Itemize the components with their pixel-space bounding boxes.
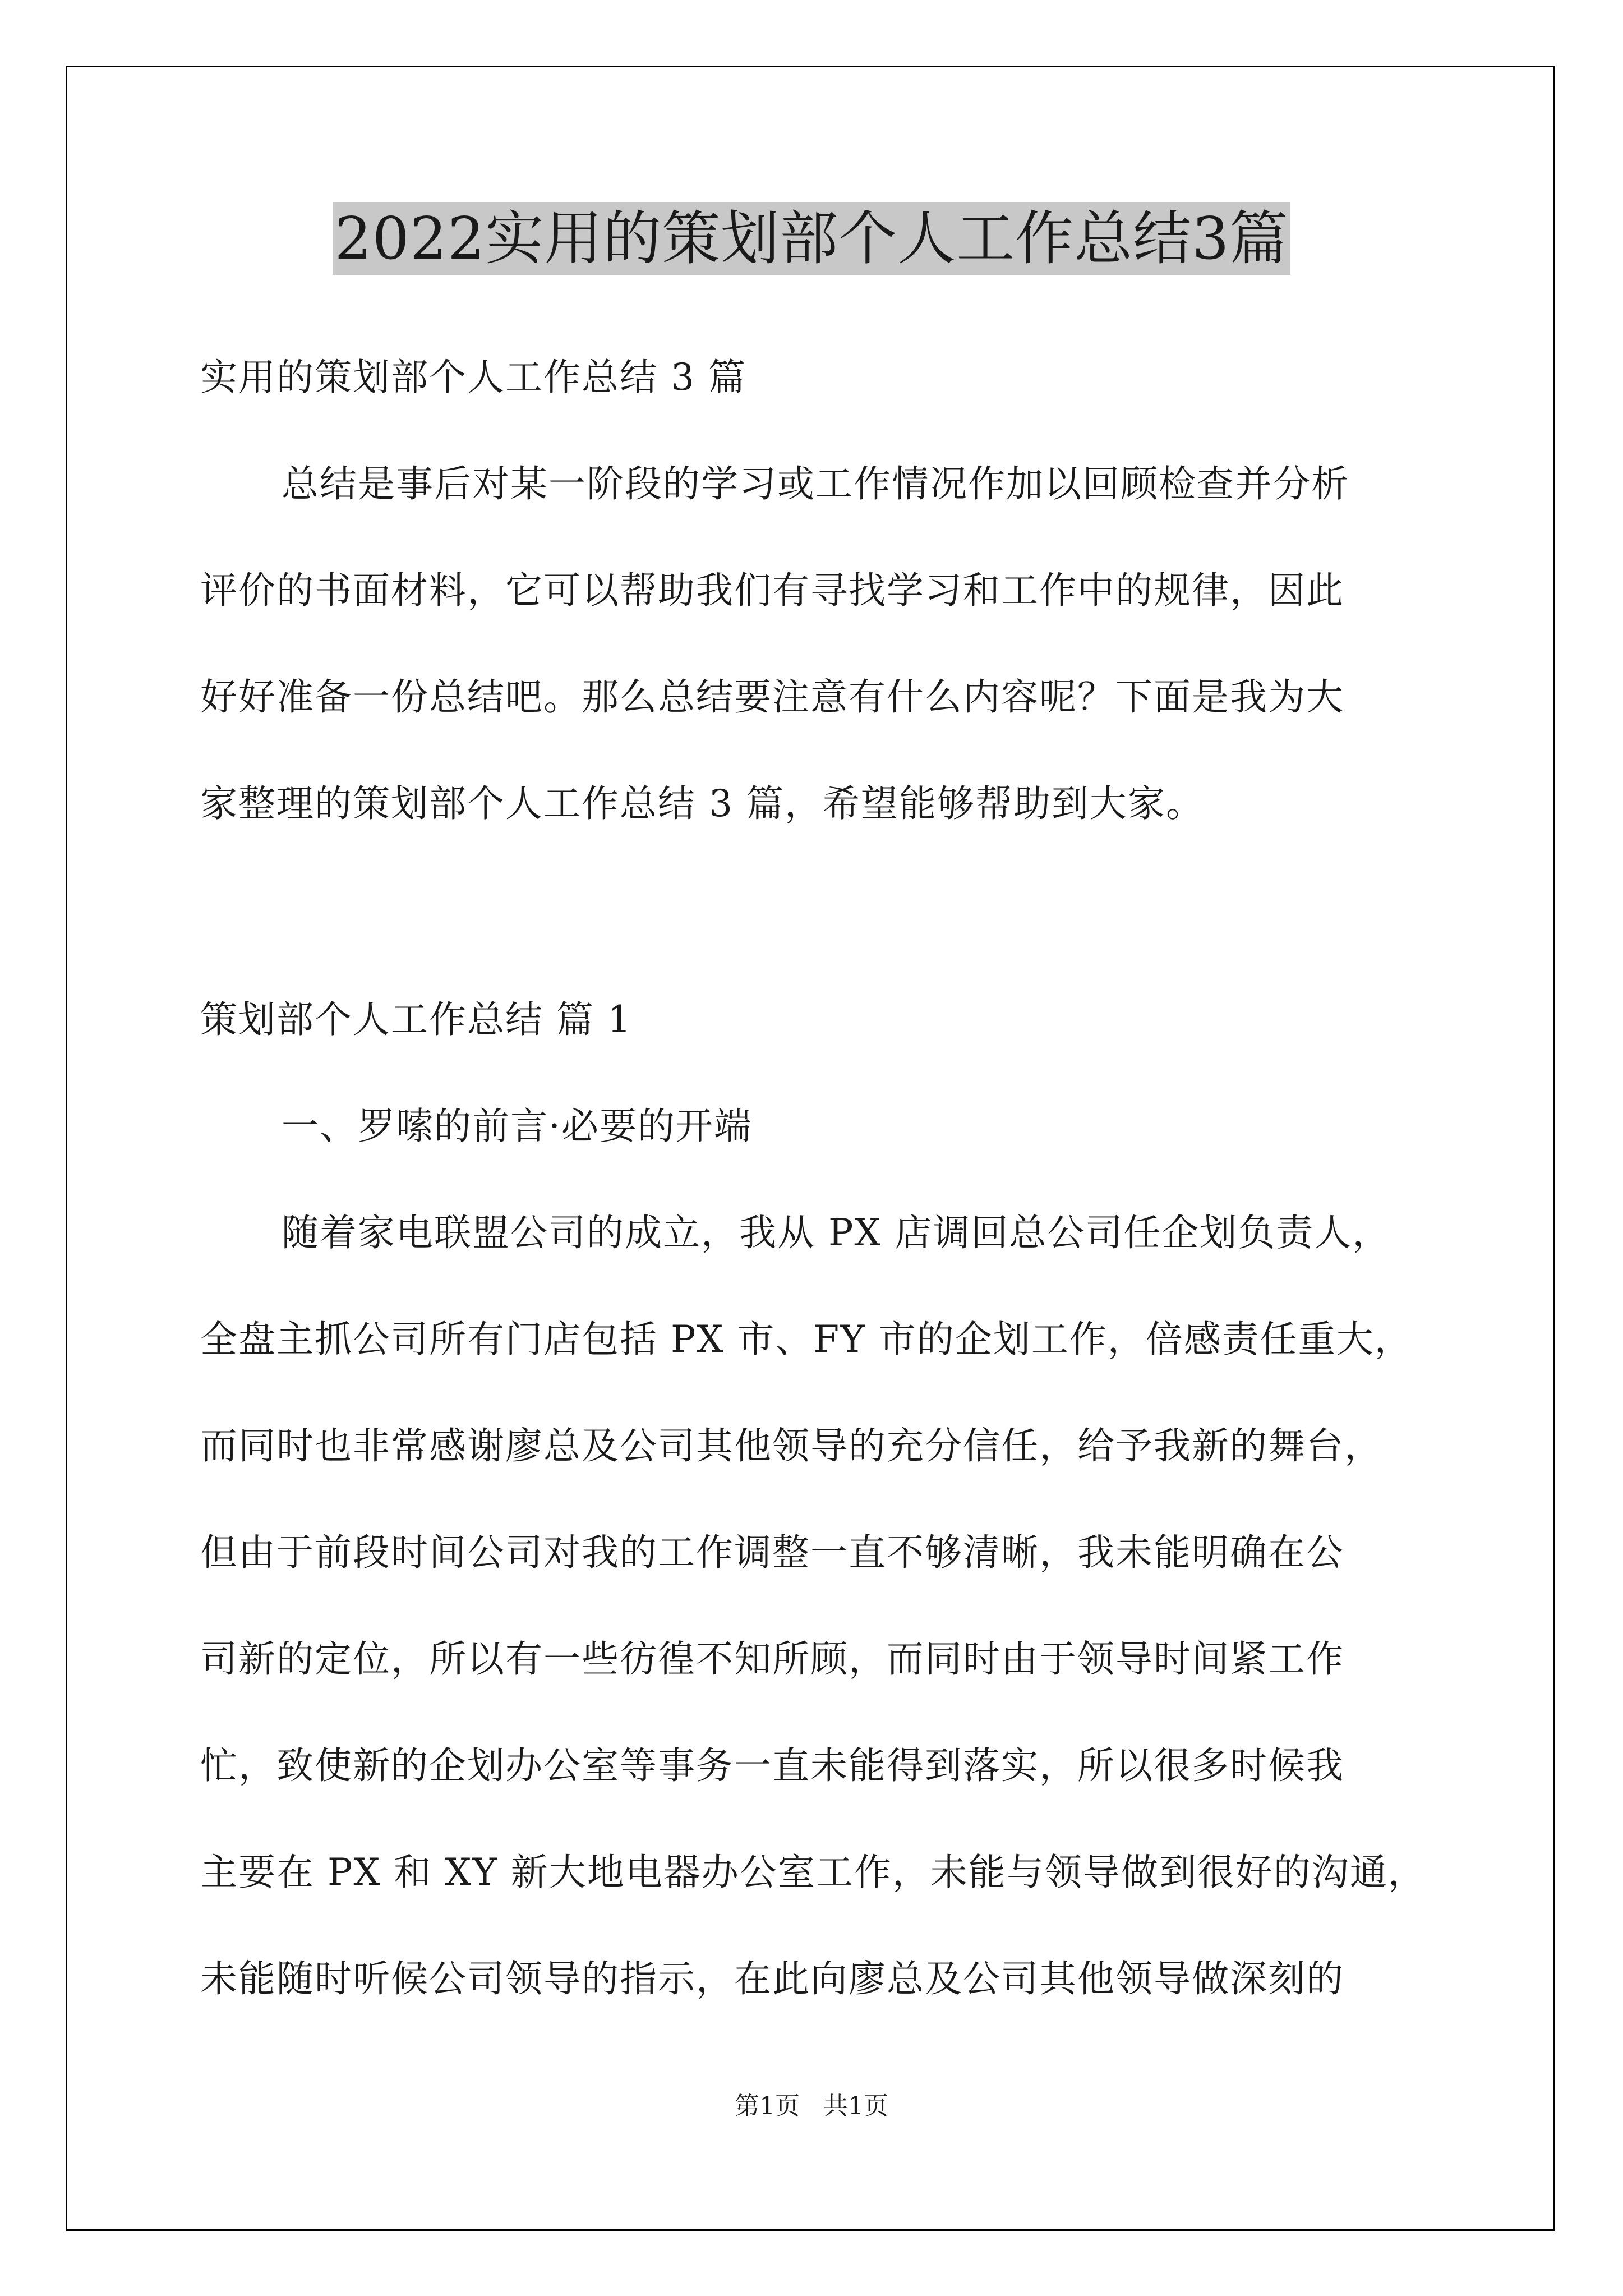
body-line-2: 全盘主抓公司所有门店包括 PX 市、FY 市的企划工作，倍感责任重大， bbox=[200, 1318, 1413, 1361]
intro-line-1: 总结是事后对某一阶段的学习或工作情况作加以回顾检查并分析 bbox=[282, 462, 1349, 505]
intro-line-3: 好好准备一份总结吧。那么总结要注意有什么内容呢？下面是我为大 bbox=[200, 675, 1344, 719]
document-title-text: 2022实用的策划部个人工作总结3篇 bbox=[333, 202, 1291, 275]
intro-line-4: 家整理的策划部个人工作总结 3 篇，希望能够帮助到大家。 bbox=[200, 782, 1204, 825]
body-line-3: 而同时也非常感谢廖总及公司其他领导的充分信任，给予我新的舞台， bbox=[200, 1424, 1382, 1467]
document-subtitle: 实用的策划部个人工作总结 3 篇 bbox=[200, 356, 746, 399]
page-number-label: 第1页 共1页 bbox=[735, 2092, 888, 2120]
document-title bbox=[0, 202, 1623, 275]
page-footer bbox=[0, 2090, 1623, 2123]
section-subheading: 一、罗嗦的前言·必要的开端 bbox=[282, 1105, 752, 1148]
body-line-1: 随着家电联盟公司的成立，我从 PX 店调回总公司任企划负责人， bbox=[282, 1211, 1391, 1254]
body-line-7: 主要在 PX 和 XY 新大地电器办公室工作，未能与领导做到很好的沟通， bbox=[200, 1851, 1426, 1894]
body-line-4: 但由于前段时间公司对我的工作调整一直不够清晰，我未能明确在公 bbox=[200, 1531, 1344, 1574]
intro-line-2: 评价的书面材料，它可以帮助我们有寻找学习和工作中的规律，因此 bbox=[200, 569, 1344, 612]
body-line-8: 未能随时听候公司领导的指示，在此向廖总及公司其他领导做深刻的 bbox=[200, 1957, 1344, 2000]
section-heading: 策划部个人工作总结 篇 1 bbox=[200, 998, 632, 1041]
body-line-5: 司新的定位，所以有一些彷徨不知所顾，而同时由于领导时间紧工作 bbox=[200, 1637, 1344, 1681]
body-line-6: 忙，致使新的企划办公室等事务一直未能得到落实，所以很多时候我 bbox=[200, 1744, 1344, 1787]
